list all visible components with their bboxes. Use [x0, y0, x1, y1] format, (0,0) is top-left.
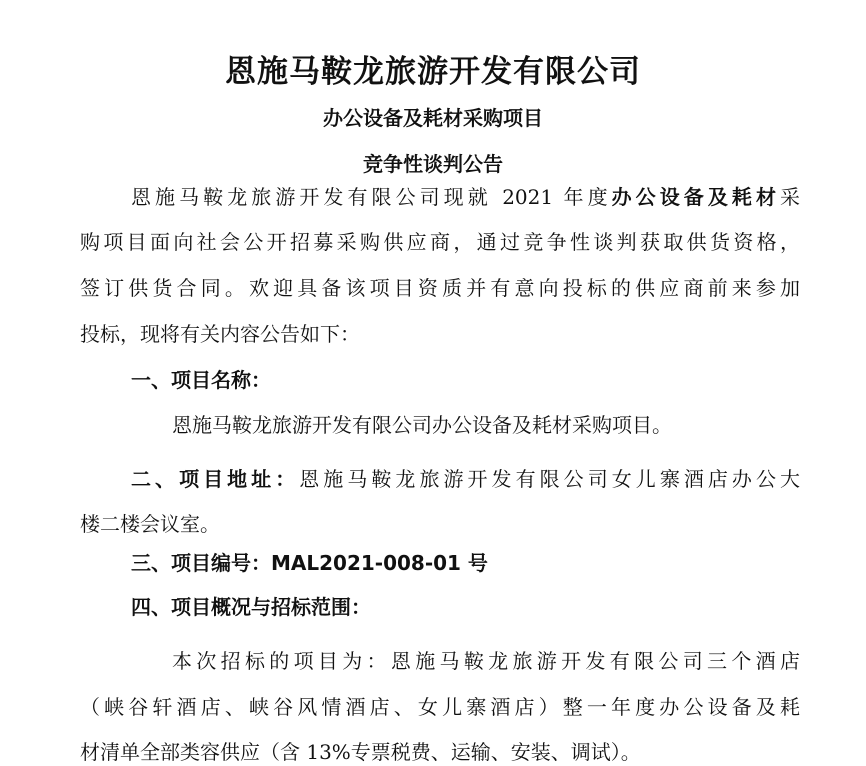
- section-1-heading: 一、项目名称：: [131, 368, 271, 392]
- section-4-heading: 四、项目概况与招标范围：: [131, 595, 371, 619]
- section-2-heading: 二、项目地址：: [131, 467, 300, 491]
- company-title: 恩施马鞍龙旅游开发有限公司: [225, 54, 641, 90]
- intro-line-4: 投标，现将有关内容公告如下：: [80, 322, 360, 346]
- section-2-line-2: 楼二楼会议室。: [80, 512, 220, 536]
- section-3-heading: 三、项目编号：MAL2021-008-01 号: [131, 551, 488, 575]
- section-4-line-2: （峡谷轩酒店、峡谷风情酒店、女儿寨酒店）整一年度办公设备及耗: [80, 695, 800, 719]
- section-1-body: 恩施马鞍龙旅游开发有限公司办公设备及耗材采购项目。: [172, 413, 672, 437]
- section-2-line-1: [131, 465, 800, 493]
- section-4-line-3: 材清单全部类容供应（含 13%专票税费、运输、安装、调试）。: [80, 740, 641, 764]
- intro-line-2: 购项目面向社会公开招募采购供应商，通过竞争性谈判获取供货资格，: [80, 230, 800, 254]
- intro-highlight: 办公设备及耗材: [611, 185, 780, 209]
- notice-subtitle: 竞争性谈判公告: [363, 152, 503, 176]
- section-2-body: 恩施马鞍龙旅游开发有限公司女儿寨酒店办公大: [299, 467, 801, 491]
- intro-text: 恩施马鞍龙旅游开发有限公司现就 2021 年度: [131, 185, 612, 209]
- intro-line-3: 签订供货合同。欢迎具备该项目资质并有意向投标的供应商前来参加: [80, 276, 800, 300]
- intro-line-1: [131, 183, 800, 211]
- project-subtitle: 办公设备及耗材采购项目: [323, 106, 543, 130]
- intro-text: 采: [780, 185, 800, 209]
- section-4-line-1: 本次招标的项目为：恩施马鞍龙旅游开发有限公司三个酒店: [172, 649, 800, 673]
